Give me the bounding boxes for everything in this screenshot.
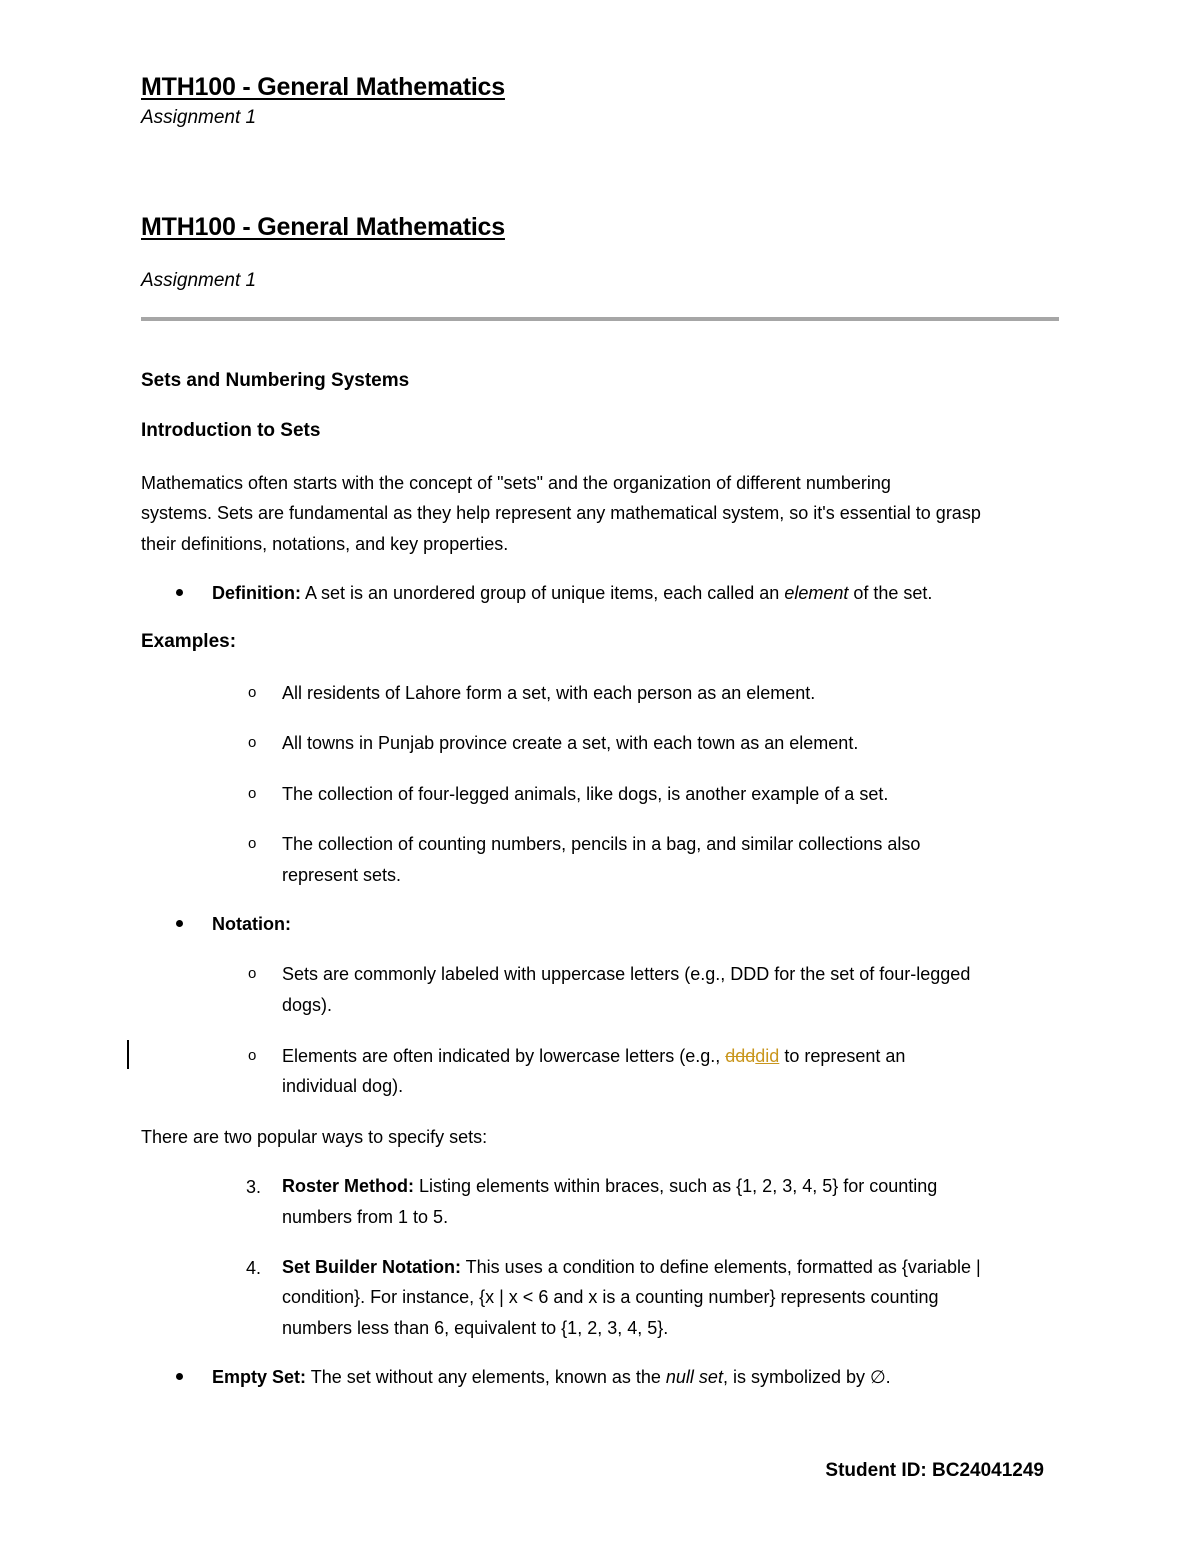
sub-bullet-icon: o [248, 835, 257, 852]
notation-item-2-text: Elements are often indicated by lowercase letters (e.g., [282, 1046, 726, 1066]
notation-item-2 [282, 1041, 905, 1072]
page-title: MTH100 - General Mathematics [141, 73, 505, 101]
empty-set-text-end: , is symbolized by ∅. [722, 1367, 891, 1387]
definition-item [212, 578, 932, 609]
ways-intro: There are two popular ways to specify sets: [141, 1127, 488, 1147]
example-item: The collection of four-legged animals, like dogs, is another example of a set. [282, 784, 889, 804]
horizontal-rule [141, 317, 1059, 321]
list-number: 4. [246, 1258, 262, 1278]
empty-set-text: The set without any elements, known as the [306, 1367, 666, 1387]
tracked-insertion[interactable]: did [755, 1046, 780, 1066]
notation-item-2-continued: individual dog). [282, 1076, 404, 1096]
example-item: All towns in Punjab province create a set, with each town as an element. [282, 733, 859, 753]
set-builder-text: This uses a condition to define elements, formatted as {variable | [461, 1257, 981, 1277]
set-builder-continued: condition}. For instance, {x | x < 6 and x is a counting number} represents counting [282, 1287, 939, 1307]
sub-bullet-icon: o [248, 734, 257, 751]
roster-method-continued: numbers from 1 to 5. [282, 1207, 449, 1227]
bullet-icon [176, 920, 183, 927]
heading-sets-and-numbering: Sets and Numbering Systems [141, 370, 410, 391]
set-builder-label: Set Builder Notation: [282, 1257, 461, 1277]
definition-text: A set is an unordered group of unique items, each called an [300, 583, 785, 603]
intro-line-3: their definitions, notations, and key properties. [141, 534, 509, 554]
heading-intro-to-sets: Introduction to Sets [141, 420, 321, 441]
notation-item-1: Sets are commonly labeled with uppercase letters (e.g., DDD for the set of four-legged [282, 964, 971, 984]
sub-bullet-icon: o [248, 684, 257, 701]
sub-bullet-icon: o [248, 1047, 257, 1064]
definition-label: Definition: [212, 583, 301, 603]
set-builder-continued: numbers less than 6, equivalent to {1, 2, 3, 4, 5}. [282, 1318, 669, 1338]
roster-method-text: Listing elements within braces, such as {1, 2, 3, 4, 5} for counting [414, 1176, 938, 1196]
sub-bullet-icon: o [248, 965, 257, 982]
intro-line-2: systems. Sets are fundamental as they help represent any mathematical system, so it's essential to grasp [141, 503, 981, 523]
page-subtitle: Assignment 1 [141, 107, 257, 128]
text-cursor [127, 1040, 129, 1069]
roster-method-item [282, 1171, 937, 1202]
document-title: MTH100 - General Mathematics [141, 213, 505, 241]
bullet-icon [176, 589, 183, 596]
list-number: 3. [246, 1177, 262, 1197]
notation-label [212, 909, 291, 940]
definition-text-end: of the set. [848, 583, 933, 603]
example-item: The collection of counting numbers, pencils in a bag, and similar collections also [282, 834, 921, 854]
empty-set-emphasis: null set [665, 1367, 723, 1387]
student-id: Student ID: BC24041249 [825, 1460, 1044, 1481]
notation-item-2-text-end: to represent an [779, 1046, 906, 1066]
document-subtitle: Assignment 1 [141, 270, 257, 291]
empty-set-item [212, 1362, 891, 1393]
roster-method-label: Roster Method: [282, 1176, 414, 1196]
tracked-deletion[interactable]: ddd [725, 1046, 756, 1066]
heading-examples: Examples: [141, 631, 237, 652]
notation-item-1-continued: dogs). [282, 995, 333, 1015]
set-builder-item [282, 1252, 981, 1283]
example-item: All residents of Lahore form a set, with each person as an element. [282, 683, 816, 703]
intro-line-1: Mathematics often starts with the concept of "sets" and the organization of different numbering [141, 473, 891, 493]
empty-set-label: Empty Set: [212, 1367, 307, 1387]
example-item-continued: represent sets. [282, 865, 402, 885]
notation-label-text: Notation: [212, 914, 291, 934]
sub-bullet-icon: o [248, 785, 257, 802]
definition-emphasis: element [784, 583, 849, 603]
bullet-icon [176, 1373, 183, 1380]
